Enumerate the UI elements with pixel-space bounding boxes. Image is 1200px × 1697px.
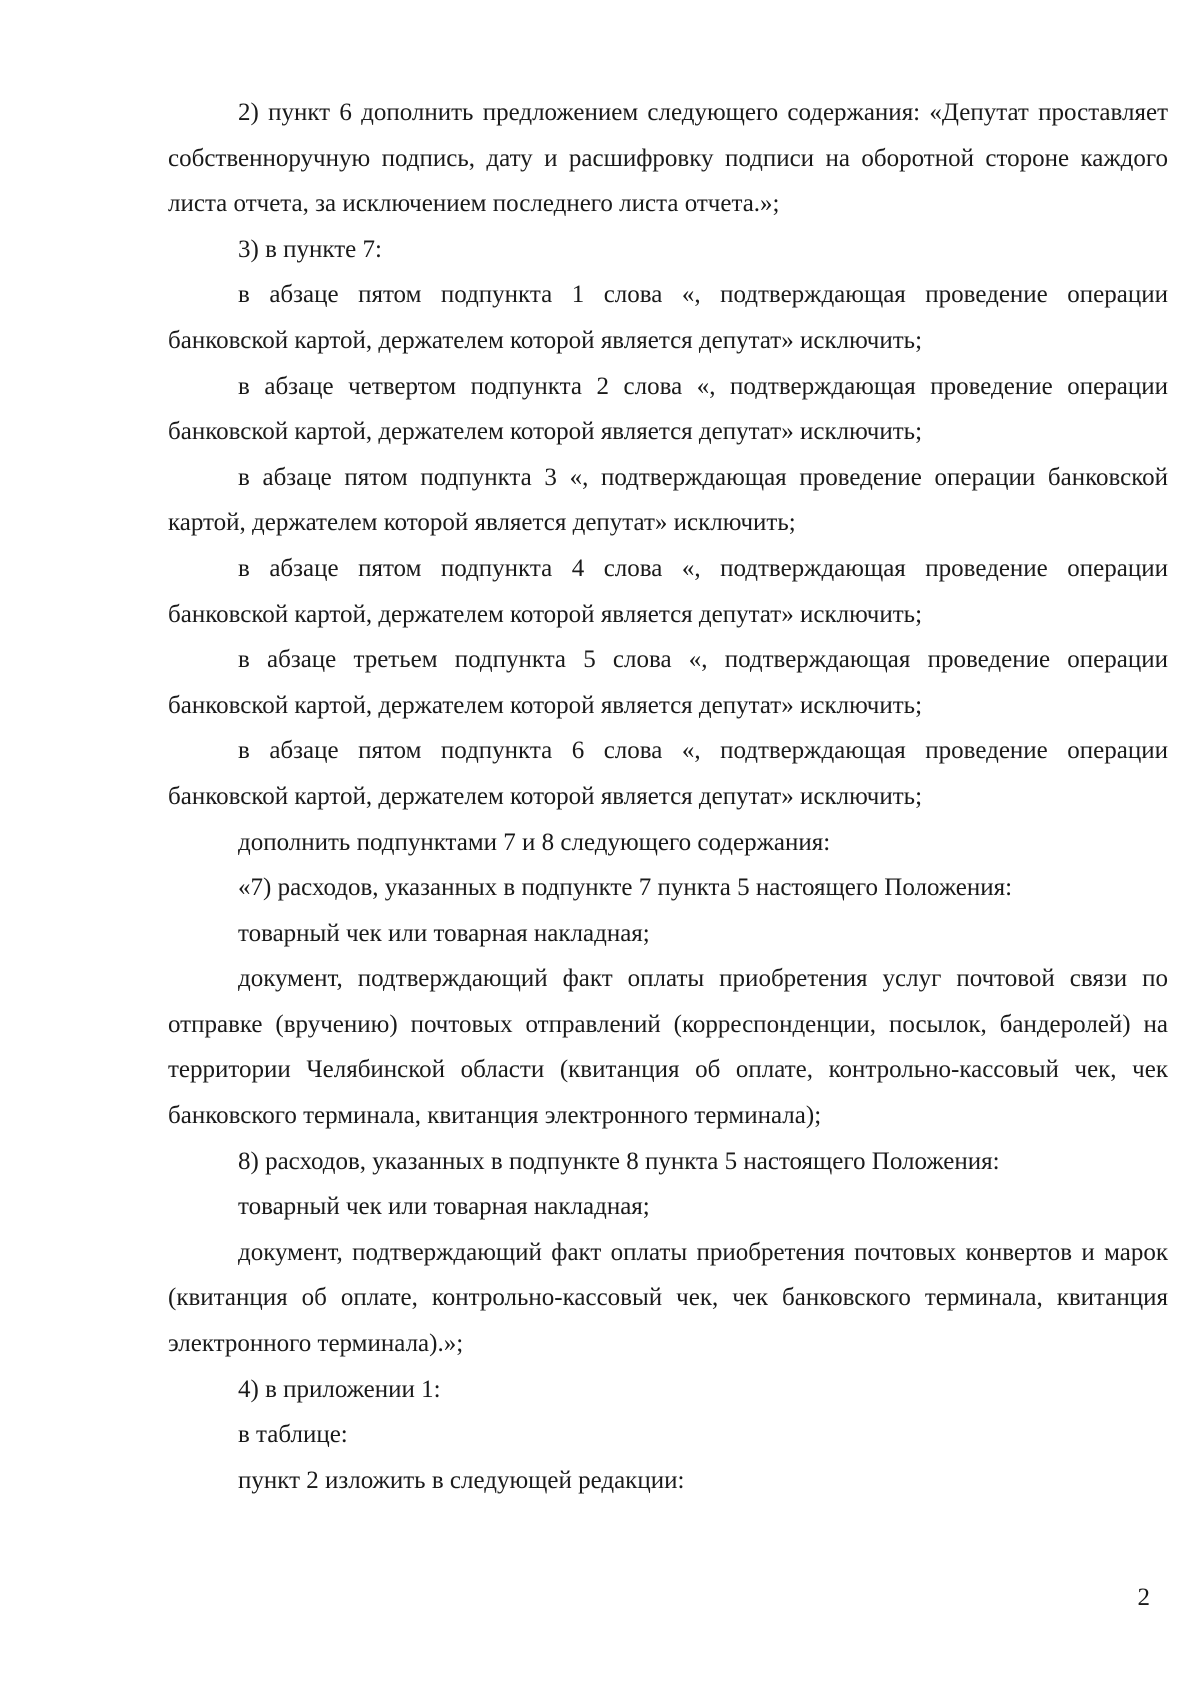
paragraph-subpoint-2: в абзаце четвертом подпункта 2 слова «, подтверждающая проведение операции банковской картой, держателем которой является депутат» исключить; bbox=[168, 372, 1168, 446]
paragraph-amendment-3-heading: 3) в пункте 7: bbox=[238, 235, 382, 263]
paragraph-subpoint-4: в абзаце пятом подпункта 4 слова «, подтверждающая проведение операции банковской картой, держателем которой является депутат» исключить; bbox=[168, 554, 1168, 628]
paragraph-receipt-8: товарный чек или товарная накладная; bbox=[238, 1193, 650, 1221]
paragraph-postal-services: документ, подтверждающий факт оплаты приобретения услуг почтовой связи по отправке (вручению) почтовых отправлений (корреспонденции, посылок, бандеролей) на территории Челябинской области (квитанция об оплате, контрольно-кассовый чек, чек банковского терминала, квитанция электронного терминала); bbox=[168, 965, 1168, 1130]
paragraph-new-subpoint-7: «7) расходов, указанных в подпункте 7 пункта 5 настоящего Положения: bbox=[238, 874, 1013, 902]
paragraph-amendment-2: 2) пункт 6 дополнить предложением следующего содержания: «Депутат проставляет собственноручную подпись, дату и расшифровку подписи на оборотной стороне каждого листа отчета, за исключением последнего листа отчета.»; bbox=[168, 99, 1168, 218]
paragraph-subpoint-5: в абзаце третьем подпункта 5 слова «, подтверждающая проведение операции банковской картой, держателем которой является депутат» исключить; bbox=[168, 646, 1168, 719]
paragraph-point-2-revision: пункт 2 изложить в следующей редакции: bbox=[238, 1466, 685, 1494]
paragraph-receipt-7: товарный чек или товарная накладная; bbox=[238, 919, 650, 947]
paragraph-subpoint-1: в абзаце пятом подпункта 1 слова «, подтверждающая проведение операции банковской картой, держателем которой является депутат» исключить; bbox=[168, 281, 1168, 354]
document-body bbox=[168, 90, 1168, 1503]
paragraph-amendment-4-heading: 4) в приложении 1: bbox=[238, 1375, 441, 1403]
paragraph-subpoint-3: в абзаце пятом подпункта 3 «, подтверждающая проведение операции банковской картой, держателем которой является депутат» исключить; bbox=[168, 463, 1168, 537]
paragraph-in-table: в таблице: bbox=[238, 1421, 348, 1449]
paragraph-envelopes-stamps: документ, подтверждающий факт оплаты приобретения почтовых конвертов и марок (квитанция об оплате, контрольно-кассовый чек, чек банковского терминала, квитанция электронного терминала).»; bbox=[168, 1238, 1168, 1358]
paragraph-add-subpoints: дополнить подпунктами 7 и 8 следующего содержания: bbox=[238, 828, 831, 856]
page-number: 2 bbox=[1137, 1584, 1150, 1611]
paragraph-new-subpoint-8: 8) расходов, указанных в подпункте 8 пункта 5 настоящего Положения: bbox=[238, 1147, 1000, 1175]
paragraph-subpoint-6: в абзаце пятом подпункта 6 слова «, подтверждающая проведение операции банковской картой, держателем которой является депутат» исключить; bbox=[168, 737, 1168, 810]
